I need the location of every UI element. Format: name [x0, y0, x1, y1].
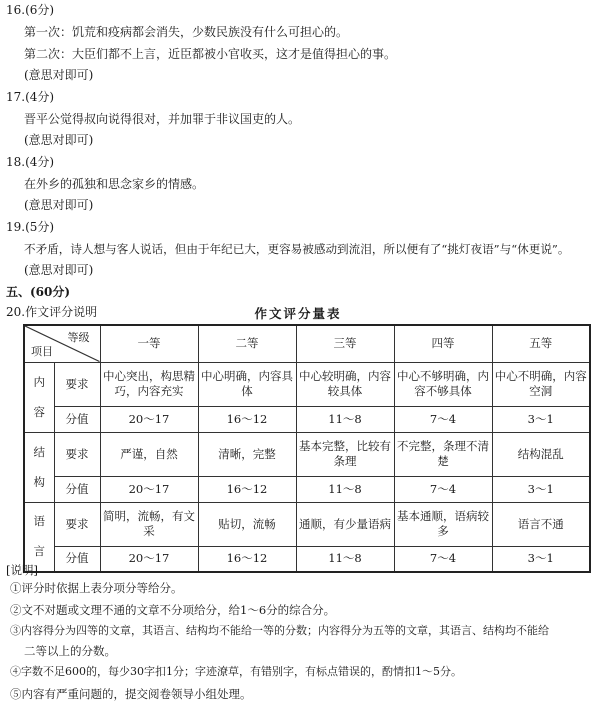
row-label: 要求: [54, 362, 100, 406]
q19-heading: 19.(5分): [6, 220, 55, 234]
requirement-cell: 不完整，条理不清楚: [394, 432, 492, 476]
table-row: [24, 546, 590, 572]
score-cell: 11～8: [296, 546, 394, 572]
category-cell-structure: 结 构: [24, 432, 54, 502]
note-item: ④字数不足600的，每少30字扣1分；字迹潦草，有错别字，有标点错误的，酌情扣1～5分。: [10, 665, 462, 678]
note-item: ③内容得分为四等的文章，其语言、结构均不能给一等的分数；内容得分为五等的文章，其语言、结构均不能给: [10, 624, 549, 637]
score-cell: 20～17: [100, 476, 198, 502]
table-title: 作文评分量表: [254, 306, 342, 321]
table-row: [24, 406, 590, 432]
requirement-cell: 通顺，有少量语病: [296, 502, 394, 546]
requirement-cell: 中心较明确，内容较具体: [296, 362, 394, 406]
score-cell: 20～17: [100, 546, 198, 572]
q16-answer-line: 第一次：饥荒和疫病都会消失，少数民族没有什么可担心的。: [24, 25, 349, 39]
row-label: 分值: [54, 546, 100, 572]
essay-grading-table: [23, 324, 591, 573]
note-item: 二等以上的分数。: [24, 644, 116, 658]
grade-header: 四等: [394, 325, 492, 362]
row-label: 要求: [54, 502, 100, 546]
grade-header: 二等: [198, 325, 296, 362]
table-row: [24, 476, 590, 502]
requirement-cell: 中心不明确，内容空洞: [492, 362, 590, 406]
requirement-cell: 中心突出，构思精巧，内容充实: [100, 362, 198, 406]
score-cell: 11～8: [296, 406, 394, 432]
requirement-cell: 贴切，流畅: [198, 502, 296, 546]
score-cell: 3～1: [492, 406, 590, 432]
notes-heading: [说明]: [6, 563, 38, 577]
table-row: [24, 502, 590, 546]
row-label: 分值: [54, 476, 100, 502]
score-cell: 7～4: [394, 406, 492, 432]
table-header-row: [24, 325, 590, 362]
requirement-cell: 基本通顺，语病较多: [394, 502, 492, 546]
section-five-heading: 五、(60分): [6, 285, 71, 299]
requirement-cell: 语言不通: [492, 502, 590, 546]
score-cell: 7～4: [394, 476, 492, 502]
category-cell-content: 内 容: [24, 362, 54, 432]
note-item: ⑤内容有严重问题的，提交阅卷领导小组处理。: [10, 687, 252, 701]
q16-answer-line: 第二次：大臣们都不上言，近臣都被小官收买，这才是值得担心的事。: [24, 47, 397, 61]
requirement-cell: 中心明确，内容具体: [198, 362, 296, 406]
q18-answer-line: 在外乡的孤独和思念家乡的情感。: [24, 177, 205, 191]
score-cell: 16～12: [198, 476, 296, 502]
row-label: 分值: [54, 406, 100, 432]
table-row: [24, 362, 590, 406]
score-cell: 7～4: [394, 546, 492, 572]
q16-note: (意思对即可): [24, 68, 94, 82]
q17-heading: 17.(4分): [6, 90, 55, 104]
grade-header: 五等: [492, 325, 590, 362]
score-cell: 11～8: [296, 476, 394, 502]
q17-note: (意思对即可): [24, 133, 94, 147]
score-cell: 3～1: [492, 476, 590, 502]
requirement-cell: 清晰，完整: [198, 432, 296, 476]
category-cell-language: 语 言: [24, 502, 54, 572]
requirement-cell: 严谨，自然: [100, 432, 198, 476]
score-cell: 3～1: [492, 546, 590, 572]
score-cell: 16～12: [198, 546, 296, 572]
q16-heading: 16.(6分): [6, 3, 55, 17]
q19-answer-line: 不矛盾，诗人想与客人说话，但由于年纪已大，更容易被感动到流泪，所以便有了“挑灯夜语”与“休更说”。: [24, 242, 570, 256]
q18-heading: 18.(4分): [6, 155, 55, 169]
grade-header: 三等: [296, 325, 394, 362]
grade-header: 一等: [100, 325, 198, 362]
q17-answer-line: 晋平公觉得叔向说得很对，并加罪于非议国吏的人。: [24, 112, 301, 126]
note-item: ①评分时依据上表分项分等给分。: [10, 581, 183, 595]
score-cell: 16～12: [198, 406, 296, 432]
q18-note: (意思对即可): [24, 198, 94, 212]
table-corner-cell: [24, 325, 100, 362]
requirement-cell: 结构混乱: [492, 432, 590, 476]
table-row: [24, 432, 590, 476]
q19-note: (意思对即可): [24, 263, 94, 277]
q20-heading: 20.作文评分说明: [6, 305, 98, 319]
row-label: 要求: [54, 432, 100, 476]
requirement-cell: 基本完整，比较有条理: [296, 432, 394, 476]
requirement-cell: 中心不够明确，内容不够具体: [394, 362, 492, 406]
score-cell: 20～17: [100, 406, 198, 432]
corner-grade-label: 等级: [67, 331, 90, 344]
requirement-cell: 简明，流畅，有文采: [100, 502, 198, 546]
corner-item-label: 项目: [31, 344, 53, 358]
note-item: ②文不对题或文理不通的文章不分项给分，给1～6分的综合分。: [10, 603, 336, 617]
